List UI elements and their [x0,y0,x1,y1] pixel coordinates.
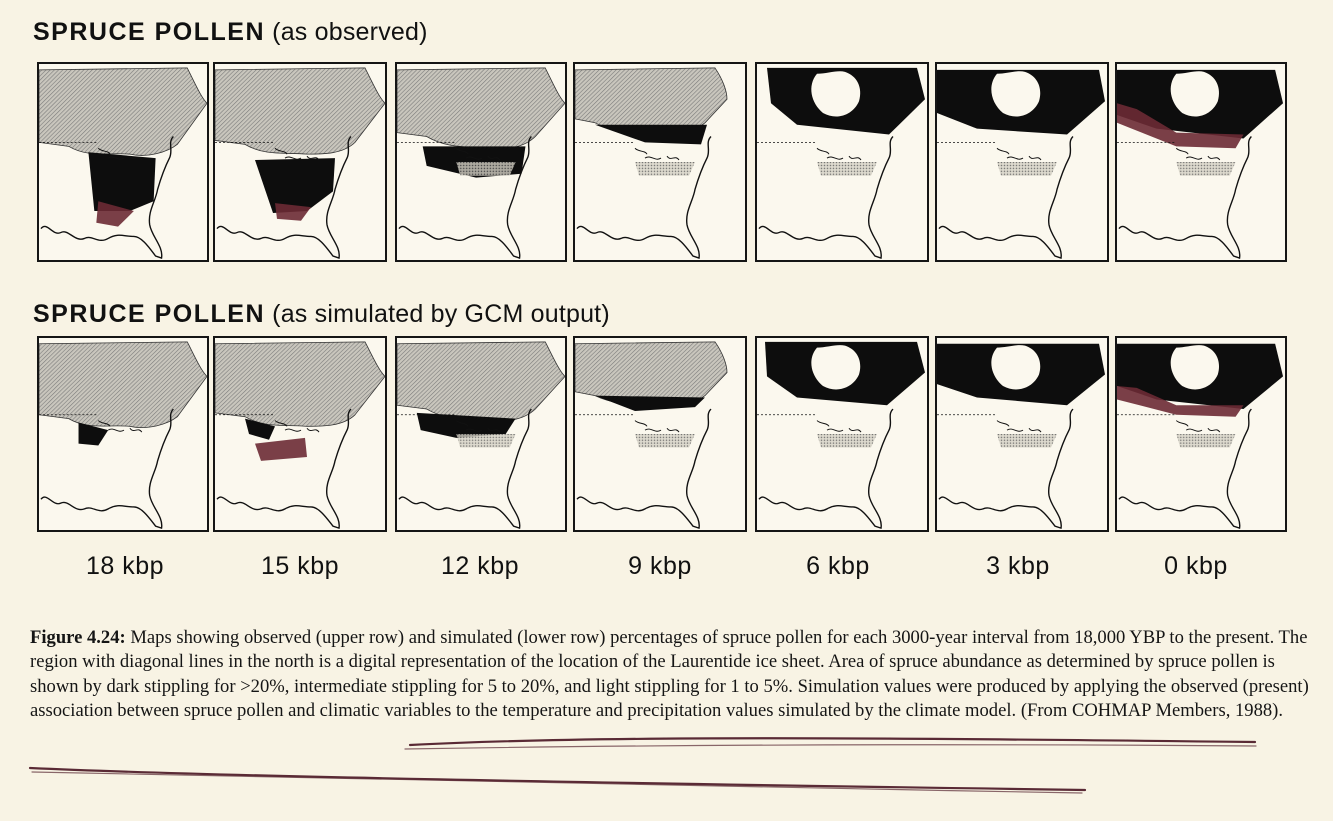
time-label: 18 kbp [85,552,165,580]
ice-sheet-region [215,342,385,426]
great-lakes-outline [1176,421,1219,433]
coastline [577,137,711,259]
simulated-map [755,336,929,532]
ice-sheet-region [397,68,565,149]
intermediate-stipple-region [1176,162,1235,176]
simulated-map [1115,336,1287,532]
dark-stipple-region [595,396,705,411]
simulated-title-strong: SPRUCE POLLEN [33,300,266,328]
coastline [939,409,1073,528]
time-label: 9 kbp [628,552,692,580]
maroon-stipple-region [255,438,307,461]
intermediate-stipple-region [635,434,695,447]
coastline [577,409,711,528]
observed-map [935,62,1109,262]
time-label: 12 kbp [440,552,520,580]
great-lakes-outline [817,148,861,160]
intermediate-stipple-region [817,434,877,447]
observed-map [37,62,209,262]
coastline [759,137,893,259]
time-label: 6 kbp [806,552,870,580]
intermediate-stipple-region [1176,434,1235,447]
coastline [41,409,173,528]
simulated-map [37,336,209,532]
caption-underlined-text: Simulation values were produced by applying the observed (present) association between spruce pollen and climatic variables to the temperature and precipitation values simulated by the climate model. [30,675,1309,721]
time-label: 15 kbp [260,552,340,580]
time-label: 0 kbp [1164,552,1228,580]
simulated-map [213,336,387,532]
observed-map [755,62,929,262]
intermediate-stipple-region [997,162,1057,176]
observed-map [1115,62,1287,262]
ice-sheet-region [397,342,565,421]
simulated-title-rest: (as simulated by GCM output) [265,300,610,328]
great-lakes-outline [997,148,1041,160]
great-lakes-outline [817,421,861,433]
intermediate-stipple-region [635,162,695,176]
figure-caption [30,626,1315,723]
observed-map [213,62,387,262]
observed-title-rest: (as observed) [265,18,428,46]
great-lakes-outline [635,421,679,433]
coastline [759,409,893,528]
ice-sheet-region [215,68,385,154]
great-lakes-outline [997,421,1041,433]
intermediate-stipple-region [997,434,1057,447]
great-lakes-outline [1176,148,1219,160]
intermediate-stipple-region [817,162,877,176]
intermediate-stipple-region [456,162,515,176]
observed-map [573,62,747,262]
figure-label: Figure 4.24: [30,627,126,648]
great-lakes-outline [635,148,679,160]
simulated-map [935,336,1109,532]
caption-source: (From COHMAP Members, 1988). [1016,699,1284,721]
coastline [217,409,351,528]
dark-stipple-region [255,158,335,213]
time-label: 3 kbp [986,552,1050,580]
caption-text: Maps showing observed (upper row) and simulated (lower row) percentages of spruce pollen for each 3000-year interval from 18,000 YBP to the present. The region with diagonal lines in the north is a digital representation of the location of the Laurentide ice sheet. Area of spruce abundance as determined by spruce pollen is shown by dark stippling for >20%, intermediate stippling for 5 to 20%, and light stippling for 1 to 5%. [30,627,1308,697]
intermediate-stipple-region [456,434,515,447]
coastline [939,137,1073,259]
simulated-map [395,336,567,532]
coastline [1119,409,1251,528]
simulated-map [573,336,747,532]
dark-stipple-region [595,125,707,145]
observed-title-strong: SPRUCE POLLEN [33,18,266,46]
observed-map [395,62,567,262]
coastline [1119,137,1251,259]
